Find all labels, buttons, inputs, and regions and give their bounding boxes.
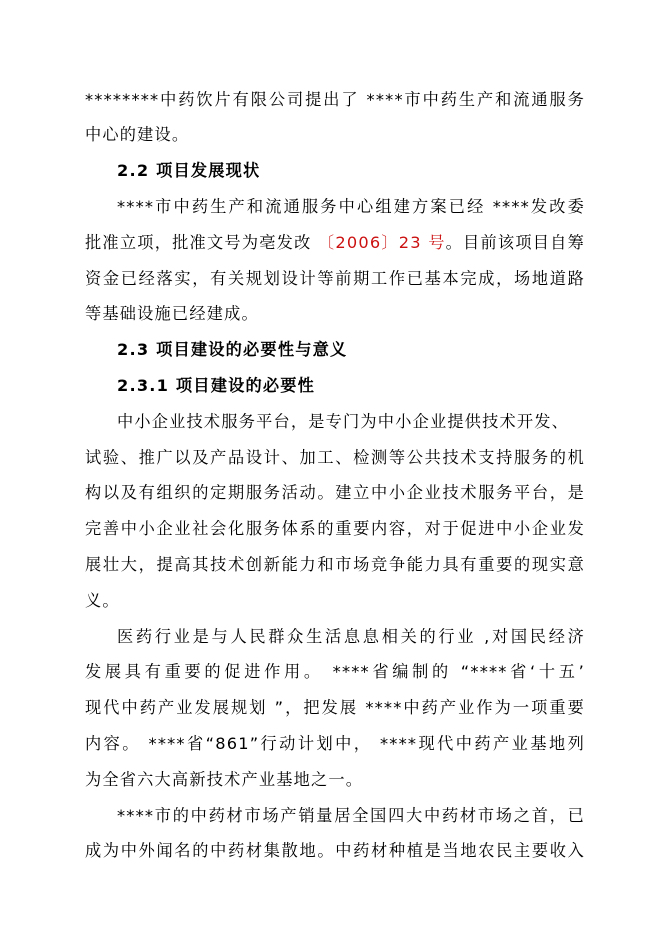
paragraph-line: ****市中药生产和流通服务中心组建方案已经 ****发改委 xyxy=(117,197,585,216)
paragraph-line: 中小企业技术服务平台，是专门为中小企业提供技术开发、 xyxy=(117,412,570,431)
paragraph-line: 为全省六大高新技术产业基地之一。 xyxy=(85,770,364,789)
paragraph-line: 发展具有重要的促进作用。 ****省编制的 “****省‘十五’ xyxy=(85,662,585,681)
paragraph-line: 展壮大，提高其技术创新能力和市场竞争能力具有重要的现实意 xyxy=(85,555,585,574)
paragraph-line: 资金已经落实，有关规划设计等前期工作已基本完成，场地道路 xyxy=(85,269,585,288)
paragraph-line: 试验、推广以及产品设计、加工、检测等公共技术支持服务的机 xyxy=(85,448,585,467)
paragraph-line: 构以及有组织的定期服务活动。建立中小企业技术服务平台，是 xyxy=(85,483,585,502)
paragraph-line: 等基础设施已经建成。 xyxy=(85,304,259,323)
section-heading-2-3-1: 2.3.1 项目建设的必要性 xyxy=(117,376,316,395)
approval-number: 〔2006〕23 号 xyxy=(317,233,446,252)
paragraph-line: 义。 xyxy=(85,591,120,610)
paragraph-line: ****市的中药材市场产销量居全国四大中药材市场之首，已 xyxy=(117,806,585,825)
paragraph-text: 批准立项，批准文号为亳发改 xyxy=(85,233,318,252)
section-heading-2-3: 2.3 项目建设的必要性与意义 xyxy=(117,340,348,359)
paragraph-line: 医药行业是与人民群众生活息息相关的行业 ,对国民经济 xyxy=(117,627,585,646)
paragraph-line: 中心的建设。 xyxy=(85,125,190,144)
paragraph-line: 内容。 ****省“861”行动计划中， ****现代中药产业基地列 xyxy=(85,734,585,753)
section-heading-2-2: 2.2 项目发展现状 xyxy=(117,161,261,180)
paragraph-line: ********中药饮片有限公司提出了 ****市中药生产和流通服务 xyxy=(85,90,585,109)
paragraph-line: 完善中小企业社会化服务体系的重要内容，对于促进中小企业发 xyxy=(85,519,585,538)
paragraph-line: 现代中药产业发展规划 ”，把发展 ****中药产业作为一项重要 xyxy=(85,698,585,717)
paragraph-text: 。目前该项目自筹 xyxy=(445,233,585,252)
paragraph-line xyxy=(85,232,585,254)
paragraph-line: 成为中外闻名的中药材集散地。中药材种植是当地农民主要收入 xyxy=(85,841,585,860)
